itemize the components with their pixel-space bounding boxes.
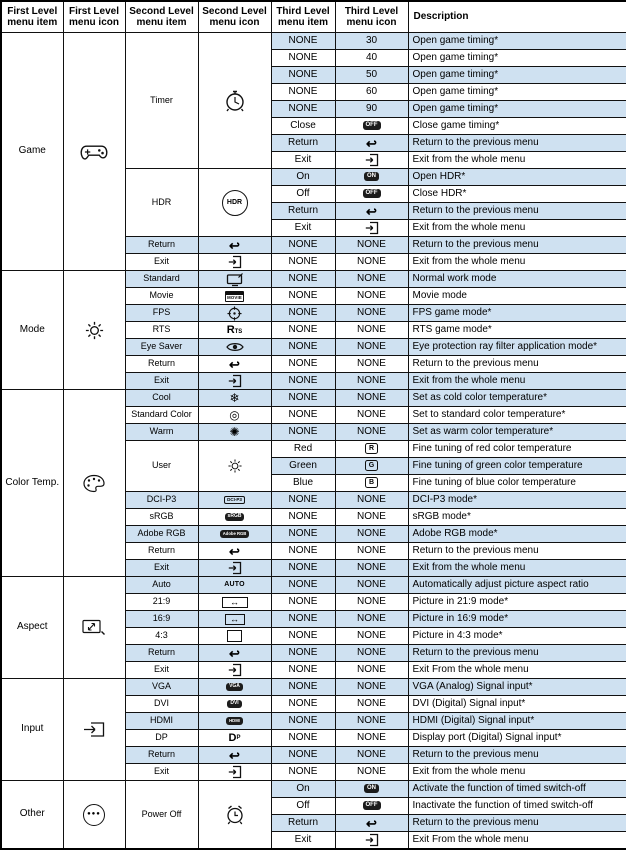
second-level-item: Return — [125, 645, 198, 662]
description-cell: sRGB mode* — [408, 509, 626, 526]
description-cell: Return to the previous menu — [408, 356, 626, 373]
description-cell: Fine tuning of blue color temperature — [408, 475, 626, 492]
third-level-icon-cell: NONE — [335, 628, 408, 645]
third-level-item: Close — [271, 118, 335, 135]
third-level-icon-cell: NONE — [335, 543, 408, 560]
fps-icon — [227, 306, 242, 321]
description-cell: Set as warm color temperature* — [408, 424, 626, 441]
third-level-item: NONE — [271, 67, 335, 84]
third-level-icon-cell: NONE — [335, 611, 408, 628]
second-level-item: Exit — [125, 254, 198, 271]
second-level-icon-cell — [198, 339, 271, 356]
third-level-icon-cell: NONE — [335, 730, 408, 747]
third-level-item: NONE — [271, 84, 335, 101]
second-level-item: DVI — [125, 696, 198, 713]
description-cell: Movie mode — [408, 288, 626, 305]
first-level-item: Mode — [1, 271, 63, 390]
second-level-item: User — [125, 441, 198, 492]
description-cell: Picture in 4:3 mode* — [408, 628, 626, 645]
column-header: Second Level menu icon — [198, 1, 271, 33]
standard-mode-icon — [226, 272, 244, 287]
table-body — [1, 33, 626, 850]
second-level-item: RTS — [125, 322, 198, 339]
second-level-item: Exit — [125, 560, 198, 577]
cool-icon: ❄ — [229, 391, 240, 405]
third-level-icon-cell: NONE — [335, 764, 408, 781]
second-level-item: Return — [125, 747, 198, 764]
second-level-icon-cell — [198, 305, 271, 322]
return-icon: ↩ — [366, 203, 377, 219]
third-level-icon-cell: NONE — [335, 492, 408, 509]
description-cell: Exit from the whole menu — [408, 764, 626, 781]
third-level-item: NONE — [271, 509, 335, 526]
exit-icon — [228, 561, 242, 575]
description-cell: Exit From the whole menu — [408, 832, 626, 850]
first-level-icon-cell — [63, 781, 125, 850]
third-level-item: NONE — [271, 492, 335, 509]
description-cell: DVI (Digital) Signal input* — [408, 696, 626, 713]
description-cell: Exit from the whole menu — [408, 254, 626, 271]
dp-icon: DP — [228, 731, 241, 744]
third-level-item: NONE — [271, 611, 335, 628]
description-cell: Eye protection ray filter application mode* — [408, 339, 626, 356]
g-badge-icon: G — [365, 460, 377, 471]
third-level-icon-cell — [335, 186, 408, 203]
second-level-icon-cell — [198, 407, 271, 424]
third-level-item: Exit — [271, 220, 335, 237]
third-level-icon-cell — [335, 441, 408, 458]
second-level-icon-cell — [198, 747, 271, 764]
third-level-icon-cell: NONE — [335, 288, 408, 305]
return-icon: ↩ — [229, 747, 240, 763]
first-level-item: Game — [1, 33, 63, 271]
second-level-icon-cell — [198, 662, 271, 679]
column-header: Second Level menu item — [125, 1, 198, 33]
third-level-icon-cell: 60 — [335, 84, 408, 101]
first-level-icon-cell — [63, 679, 125, 781]
first-level-icon-cell — [63, 577, 125, 679]
second-level-item: Movie — [125, 288, 198, 305]
third-level-icon-cell — [335, 458, 408, 475]
second-level-item: Return — [125, 237, 198, 254]
description-cell: Return to the previous menu — [408, 645, 626, 662]
description-cell: Open HDR* — [408, 169, 626, 186]
second-level-item: Return — [125, 356, 198, 373]
third-level-icon-cell: NONE — [335, 305, 408, 322]
column-header: First Level menu icon — [63, 1, 125, 33]
column-header: Description — [408, 1, 626, 33]
third-level-icon-cell: NONE — [335, 645, 408, 662]
exit-icon — [365, 833, 379, 847]
second-level-icon-cell — [198, 526, 271, 543]
third-level-icon-cell: NONE — [335, 339, 408, 356]
second-level-icon-cell — [198, 288, 271, 305]
warm-icon: ✺ — [229, 425, 240, 439]
return-icon: ↩ — [229, 356, 240, 372]
on-badge-icon: ON — [364, 172, 379, 181]
on-badge-icon: ON — [364, 784, 379, 793]
off-badge-icon: OFF — [363, 801, 381, 810]
third-level-icon-cell — [335, 798, 408, 815]
column-header: Third Level menu icon — [335, 1, 408, 33]
third-level-icon-cell — [335, 169, 408, 186]
description-cell: Automatically adjust picture aspect ratio — [408, 577, 626, 594]
third-level-icon-cell: NONE — [335, 679, 408, 696]
third-level-item: Return — [271, 135, 335, 152]
description-cell: Picture in 21:9 mode* — [408, 594, 626, 611]
second-level-item: Adobe RGB — [125, 526, 198, 543]
third-level-icon-cell: NONE — [335, 390, 408, 407]
third-level-icon-cell — [335, 118, 408, 135]
third-level-item: NONE — [271, 662, 335, 679]
description-cell: Return to the previous menu — [408, 543, 626, 560]
b-badge-icon: B — [365, 477, 377, 488]
third-level-item: NONE — [271, 33, 335, 50]
description-cell: Return to the previous menu — [408, 815, 626, 832]
second-level-icon-cell — [198, 781, 271, 850]
second-level-item: FPS — [125, 305, 198, 322]
third-level-item: NONE — [271, 526, 335, 543]
third-level-item: NONE — [271, 645, 335, 662]
ratio-21-9-icon: ↔ — [222, 597, 248, 608]
third-level-icon-cell — [335, 475, 408, 492]
second-level-item: Auto — [125, 577, 198, 594]
table-row — [1, 33, 626, 50]
third-level-icon-cell: 90 — [335, 101, 408, 118]
third-level-item: NONE — [271, 424, 335, 441]
second-level-item: Power Off — [125, 781, 198, 850]
description-cell: Adobe RGB mode* — [408, 526, 626, 543]
palette-icon — [83, 474, 105, 493]
exit-icon — [228, 765, 242, 779]
second-level-item: Cool — [125, 390, 198, 407]
third-level-item: NONE — [271, 271, 335, 288]
description-cell: Open game timing* — [408, 84, 626, 101]
first-level-icon-cell — [63, 271, 125, 390]
description-cell: Picture in 16:9 mode* — [408, 611, 626, 628]
exit-icon — [228, 663, 242, 677]
second-level-icon-cell — [198, 594, 271, 611]
third-level-icon-cell: NONE — [335, 662, 408, 679]
second-level-icon-cell — [198, 356, 271, 373]
second-level-icon-cell — [198, 509, 271, 526]
hdr-icon: HDR — [222, 190, 248, 216]
table-row — [1, 679, 626, 696]
second-level-item: VGA — [125, 679, 198, 696]
third-level-icon-cell: NONE — [335, 509, 408, 526]
second-level-item: 21:9 — [125, 594, 198, 611]
second-level-icon-cell — [198, 322, 271, 339]
srgb-icon: sRGB — [225, 513, 245, 521]
description-cell: Inactivate the function of timed switch-off — [408, 798, 626, 815]
third-level-item: NONE — [271, 322, 335, 339]
description-cell: Exit from the whole menu — [408, 560, 626, 577]
second-level-item: Standard — [125, 271, 198, 288]
third-level-item: Exit — [271, 832, 335, 850]
second-level-item: DP — [125, 730, 198, 747]
third-level-icon-cell — [335, 203, 408, 220]
description-cell: VGA (Analog) Signal input* — [408, 679, 626, 696]
third-level-item: NONE — [271, 50, 335, 67]
second-level-icon-cell — [198, 764, 271, 781]
user-icon — [227, 458, 243, 474]
third-level-icon-cell: NONE — [335, 271, 408, 288]
second-level-item: Eye Saver — [125, 339, 198, 356]
exit-icon — [228, 374, 242, 388]
third-level-item: NONE — [271, 713, 335, 730]
table-row — [1, 577, 626, 594]
second-level-icon-cell — [198, 237, 271, 254]
rts-icon: RTS — [226, 323, 243, 336]
description-cell: Normal work mode — [408, 271, 626, 288]
third-level-icon-cell: NONE — [335, 322, 408, 339]
third-level-item: NONE — [271, 577, 335, 594]
third-level-item: NONE — [271, 390, 335, 407]
second-level-item: Warm — [125, 424, 198, 441]
third-level-item: On — [271, 781, 335, 798]
return-icon: ↩ — [366, 815, 377, 831]
exit-icon — [228, 255, 242, 269]
second-level-icon-cell — [198, 424, 271, 441]
third-level-icon-cell — [335, 152, 408, 169]
second-level-icon-cell — [198, 373, 271, 390]
second-level-item: 16:9 — [125, 611, 198, 628]
second-level-icon-cell — [198, 577, 271, 594]
second-level-item: Timer — [125, 33, 198, 169]
third-level-icon-cell: NONE — [335, 560, 408, 577]
vga-icon: VGA — [226, 683, 243, 691]
third-level-item: NONE — [271, 254, 335, 271]
description-cell: Open game timing* — [408, 67, 626, 84]
third-level-icon-cell: NONE — [335, 526, 408, 543]
second-level-icon-cell — [198, 560, 271, 577]
second-level-icon-cell — [198, 271, 271, 288]
second-level-icon-cell — [198, 543, 271, 560]
description-cell: Return to the previous menu — [408, 135, 626, 152]
off-badge-icon: OFF — [363, 189, 381, 198]
second-level-item: HDR — [125, 169, 198, 237]
second-level-item: Exit — [125, 373, 198, 390]
r-badge-icon: R — [365, 443, 377, 454]
description-cell: Open game timing* — [408, 50, 626, 67]
third-level-icon-cell: NONE — [335, 356, 408, 373]
column-header: First Level menu item — [1, 1, 63, 33]
third-level-item: NONE — [271, 730, 335, 747]
third-level-item: Green — [271, 458, 335, 475]
third-level-item: NONE — [271, 373, 335, 390]
return-icon: ↩ — [366, 135, 377, 151]
movie-icon: MOVIE — [225, 291, 245, 302]
third-level-icon-cell: NONE — [335, 747, 408, 764]
description-cell: Display port (Digital) Signal input* — [408, 730, 626, 747]
input-icon — [83, 721, 105, 738]
description-cell: Close game timing* — [408, 118, 626, 135]
second-level-item: DCI-P3 — [125, 492, 198, 509]
dcip3-icon: DCI-P3 — [224, 496, 245, 505]
second-level-icon-cell — [198, 390, 271, 407]
ratio-4-3-icon — [227, 630, 242, 642]
dvi-icon: DVI — [227, 700, 241, 708]
second-level-icon-cell — [198, 730, 271, 747]
description-cell: Exit from the whole menu — [408, 220, 626, 237]
second-level-icon-cell — [198, 492, 271, 509]
eye-saver-icon — [226, 341, 244, 353]
standard-color-icon: ◎ — [229, 408, 240, 422]
description-cell: FPS game mode* — [408, 305, 626, 322]
off-badge-icon: OFF — [363, 121, 381, 130]
description-cell: Exit from the whole menu — [408, 373, 626, 390]
third-level-item: NONE — [271, 679, 335, 696]
exit-icon — [365, 153, 379, 167]
third-level-item: Red — [271, 441, 335, 458]
exit-icon — [365, 221, 379, 235]
third-level-item: Return — [271, 815, 335, 832]
description-cell: Open game timing* — [408, 33, 626, 50]
second-level-icon-cell — [198, 713, 271, 730]
description-cell: Open game timing* — [408, 101, 626, 118]
table-header — [1, 1, 626, 33]
third-level-icon-cell — [335, 815, 408, 832]
third-level-item: Off — [271, 798, 335, 815]
third-level-item: Off — [271, 186, 335, 203]
third-level-icon-cell: NONE — [335, 237, 408, 254]
description-cell: Set to standard color temperature* — [408, 407, 626, 424]
auto-icon: AUTO — [224, 581, 245, 589]
second-level-icon-cell — [198, 628, 271, 645]
description-cell: DCI-P3 mode* — [408, 492, 626, 509]
second-level-icon-cell — [198, 441, 271, 492]
third-level-item: NONE — [271, 764, 335, 781]
second-level-icon-cell — [198, 254, 271, 271]
return-icon: ↩ — [229, 543, 240, 559]
table-row — [1, 781, 626, 798]
description-cell: Return to the previous menu — [408, 237, 626, 254]
column-header: Third Level menu item — [271, 1, 335, 33]
third-level-icon-cell — [335, 832, 408, 850]
third-level-item: Return — [271, 203, 335, 220]
first-level-item: Input — [1, 679, 63, 781]
third-level-icon-cell: 40 — [335, 50, 408, 67]
aspect-icon — [82, 619, 106, 636]
description-cell: Exit from the whole menu — [408, 152, 626, 169]
third-level-item: On — [271, 169, 335, 186]
second-level-item: HDMI — [125, 713, 198, 730]
description-cell: Fine tuning of green color temperature — [408, 458, 626, 475]
gamepad-icon — [80, 144, 108, 160]
first-level-icon-cell — [63, 33, 125, 271]
third-level-item: NONE — [271, 407, 335, 424]
third-level-item: NONE — [271, 339, 335, 356]
third-level-item: NONE — [271, 101, 335, 118]
description-cell: Close HDR* — [408, 186, 626, 203]
table-row — [1, 271, 626, 288]
third-level-icon-cell: 50 — [335, 67, 408, 84]
second-level-icon-cell — [198, 611, 271, 628]
description-cell: Exit From the whole menu — [408, 662, 626, 679]
third-level-icon-cell — [335, 220, 408, 237]
first-level-icon-cell — [63, 390, 125, 577]
ratio-16-9-icon: ↔ — [225, 614, 245, 625]
third-level-icon-cell: NONE — [335, 407, 408, 424]
first-level-item: Other — [1, 781, 63, 850]
second-level-item: Standard Color — [125, 407, 198, 424]
adobe-rgb-icon: Adobe RGB — [220, 530, 250, 537]
return-icon: ↩ — [229, 237, 240, 253]
header-row — [1, 1, 626, 33]
second-level-icon-cell — [198, 33, 271, 169]
third-level-icon-cell: NONE — [335, 577, 408, 594]
mode-icon — [84, 320, 105, 341]
description-cell: Set as cold color temperature* — [408, 390, 626, 407]
third-level-item: NONE — [271, 237, 335, 254]
third-level-item: NONE — [271, 305, 335, 322]
table-row — [1, 390, 626, 407]
second-level-item: Return — [125, 543, 198, 560]
third-level-icon-cell: 30 — [335, 33, 408, 50]
third-level-icon-cell — [335, 135, 408, 152]
third-level-item: NONE — [271, 696, 335, 713]
second-level-item: sRGB — [125, 509, 198, 526]
third-level-item: NONE — [271, 628, 335, 645]
second-level-icon-cell — [198, 645, 271, 662]
timer-icon — [224, 90, 246, 112]
description-cell: Return to the previous menu — [408, 747, 626, 764]
second-level-icon-cell — [198, 169, 271, 237]
first-level-item: Color Temp. — [1, 390, 63, 577]
third-level-icon-cell: NONE — [335, 696, 408, 713]
description-cell: HDMI (Digital) Signal input* — [408, 713, 626, 730]
third-level-icon-cell: NONE — [335, 594, 408, 611]
third-level-item: NONE — [271, 356, 335, 373]
second-level-item: Exit — [125, 662, 198, 679]
description-cell: RTS game mode* — [408, 322, 626, 339]
second-level-icon-cell — [198, 696, 271, 713]
second-level-item: 4:3 — [125, 628, 198, 645]
third-level-icon-cell — [335, 781, 408, 798]
description-cell: Return to the previous menu — [408, 203, 626, 220]
second-level-icon-cell — [198, 679, 271, 696]
hdmi-icon: HDMI — [226, 717, 243, 724]
third-level-item: NONE — [271, 594, 335, 611]
third-level-item: NONE — [271, 288, 335, 305]
third-level-item: Exit — [271, 152, 335, 169]
third-level-item: NONE — [271, 560, 335, 577]
power-off-icon — [225, 804, 245, 825]
third-level-icon-cell: NONE — [335, 713, 408, 730]
third-level-item: NONE — [271, 747, 335, 764]
third-level-icon-cell: NONE — [335, 254, 408, 271]
third-level-item: NONE — [271, 543, 335, 560]
third-level-icon-cell: NONE — [335, 424, 408, 441]
description-cell: Fine tuning of red color temperature — [408, 441, 626, 458]
first-level-item: Aspect — [1, 577, 63, 679]
description-cell: Activate the function of timed switch-off — [408, 781, 626, 798]
other-icon: ●●● — [83, 804, 105, 826]
third-level-icon-cell: NONE — [335, 373, 408, 390]
return-icon: ↩ — [229, 645, 240, 661]
third-level-item: Blue — [271, 475, 335, 492]
second-level-item: Exit — [125, 764, 198, 781]
